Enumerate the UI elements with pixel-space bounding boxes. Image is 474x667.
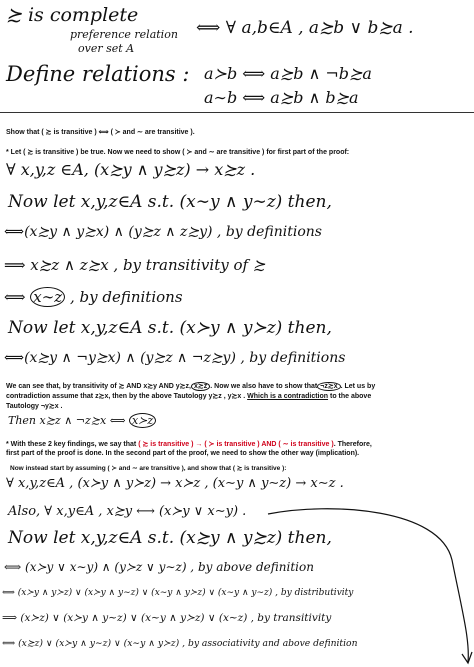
paragraph-1-circled-2: ¬z≿x [317, 382, 340, 391]
iff-line-4: ⟺ (x≻y ∨ x∼y) ∧ (y≻z ∨ y∼z) , by above definition [4, 560, 314, 574]
header-line1-sub1: preference relation [70, 28, 178, 41]
paragraph-2-line-1 [6, 440, 372, 448]
implies-line-1: ⟹ x≿z ∧ z≿x , by transitivity of ≿ [4, 256, 266, 274]
then-line [8, 414, 156, 427]
iff-line-6: ⟺ (x≿z) ∨ (x≻y ∧ y∼z) ∨ (x∼y ∧ y≻z) , by associativity and above definition [2, 638, 358, 649]
paragraph-1-b: . Now we also have to show that [210, 383, 318, 390]
iff-line-3: ⟺(x≿y ∧ ¬y≿x) ∧ (y≿z ∧ ¬z≿y) , by definitions [4, 350, 346, 366]
iff-line-2 [4, 288, 183, 306]
header-line1-lhs: ≿ is complete [6, 4, 139, 26]
iff-line-2-suffix: , by definitions [65, 288, 183, 306]
header-line2-rel1: a≻b ⟺ a≿b ∧ ¬b≿a [204, 64, 372, 83]
header-line2-label: Define relations : [6, 62, 190, 86]
iff-line-2-circled: x∼z [30, 287, 65, 307]
forall-line-1: ∀ x,y,z ∈A, (x≿y ∧ y≿z) → x≿z . [6, 160, 256, 179]
paragraph-1-line-2-text: contradiction assume that z≿x, then by the above Tautology y≿z , y≿x . [6, 393, 246, 400]
paragraph-1-line-2-end: to the above [328, 393, 372, 400]
then-line-prefix: Then x≿z ∧ ¬z≿x ⟺ [8, 414, 129, 427]
paragraph-2-line-2: first part of the proof is done. In the second part of the proof, we need to show the other way (implication). [6, 450, 360, 457]
paragraph-1-line-3: Tautology ¬y≿x . [6, 403, 63, 410]
iff-line-2-prefix: ⟺ [4, 288, 31, 306]
paragraph-1-a: We can see that, by transitivity of ≿ AND x≿y AND y≿z, [6, 383, 191, 390]
paragraph-1-circled-1: x≿z [191, 382, 210, 391]
header-line1-rhs: ⟺ ∀ a,b∈A , a≿b ∨ b≿a . [196, 18, 414, 38]
header-divider [0, 112, 474, 113]
then-line-circled: x≻z [129, 413, 156, 428]
header-line1-sub2: over set A [78, 42, 135, 55]
let-line-text: * Let ( ≿ is transitive ) be true. Now we need to show ( ≻ and ∼ are transitive ) for first part of the proof: [6, 149, 350, 156]
implies-line-2: ⟹ (x≻z) ∨ (x≻y ∧ y∼z) ∨ (x∼y ∧ y≻z) ∨ (x∼z) , by transitivity [2, 612, 332, 624]
show-that-text: Show that ( ≿ is transitive ) ⟺ ( ≻ and ∼ are transitive ). [6, 129, 195, 136]
paragraph-1-contradiction: Which is a contradiction [247, 393, 329, 400]
now-instead-text: Now instead start by assuming ( ≻ and ∼ are transitive ), and show that ( ≿ is transitive ): [10, 465, 287, 472]
paragraph-1-line-1 [6, 382, 375, 390]
also-line: Also, ∀ x,y∈A , x≿y ⟷ (x≻y ∨ x∼y) . [8, 504, 247, 519]
now-let-line-1: Now let x,y,z∈A s.t. (x∼y ∧ y∼z) then, [8, 192, 332, 212]
paragraph-2-b: . Therefore, [333, 441, 372, 448]
now-let-line-2: Now let x,y,z∈A s.t. (x≻y ∧ y≻z) then, [8, 318, 332, 338]
paragraph-1-line-2 [6, 392, 371, 400]
iff-line-1: ⟺(x≿y ∧ y≿x) ∧ (y≿z ∧ z≿y) , by definitions [4, 224, 322, 240]
paragraph-1-c: . Let us by [340, 383, 376, 390]
paragraph-2-a: * With these 2 key findings, we say that [6, 441, 139, 448]
iff-line-5: ⟺ (x≻y ∧ y≻z) ∨ (x≻y ∧ y∼z) ∨ (x∼y ∧ y≻z) ∨ (x∼y ∧ y∼z) , by distributivity [2, 588, 354, 598]
paragraph-2-red: ( ≿ is transitive ) → ( ≻ is transitive ) AND ( ∼ is transitive ) [138, 441, 334, 448]
header-line2-rel2: a∼b ⟺ a≿b ∧ b≿a [204, 88, 359, 107]
now-let-line-3: Now let x,y,z∈A s.t. (x≿y ∧ y≿z) then, [8, 528, 332, 548]
forall-line-2: ∀ x,y,z∈A , (x≻y ∧ y≻z) → x≻z , (x∼y ∧ y∼z) → x∼z . [6, 476, 344, 491]
